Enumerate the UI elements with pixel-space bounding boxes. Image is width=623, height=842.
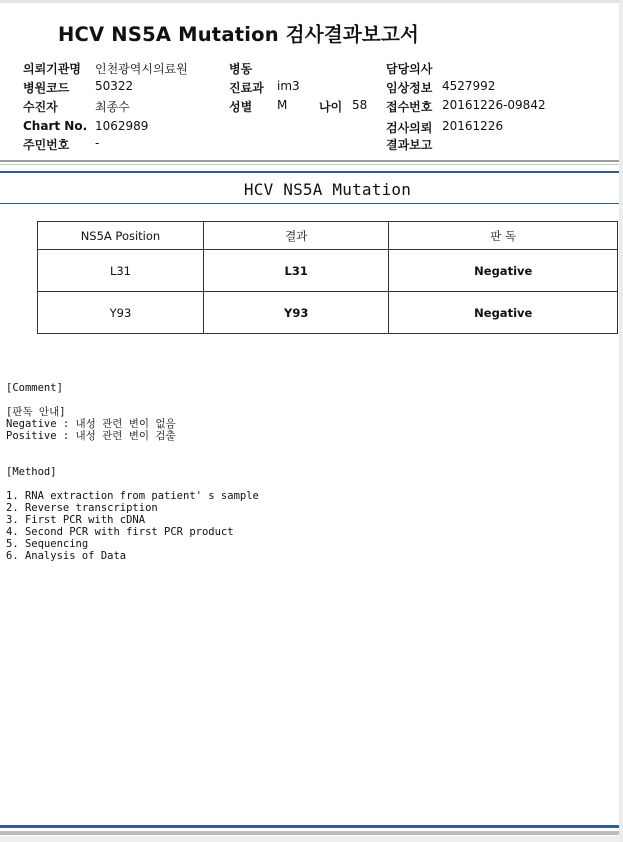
patient-name-label: 수진자	[23, 100, 58, 114]
department-label: 진료과	[229, 81, 264, 95]
receipt-no-label: 접수번호	[386, 100, 433, 114]
section-top-rule	[0, 171, 619, 173]
hospital-code-value: 50322	[95, 79, 134, 93]
institution-label: 의뢰기관명	[23, 62, 81, 76]
patient-info-block	[0, 56, 623, 156]
divider	[0, 164, 619, 165]
divider	[0, 160, 619, 162]
method-step: 6. Analysis of Data	[6, 550, 127, 562]
clinical-info-value: 4527992	[442, 79, 496, 93]
comment-header: [Comment]	[6, 382, 63, 394]
results-table	[37, 221, 618, 334]
footer-rule	[0, 831, 619, 835]
department-value: im3	[277, 79, 300, 93]
table-row	[38, 292, 618, 334]
ward-label: 병동	[229, 62, 253, 76]
method-header: [Method]	[6, 466, 57, 478]
guide-header: [판독 안내]	[6, 406, 66, 418]
column-header-result: 결과	[203, 222, 389, 250]
age-value: 58	[352, 98, 368, 112]
institution-value: 인천광역시의료원	[95, 62, 188, 76]
patient-name-value: 최종수	[95, 100, 130, 114]
method-step: 4. Second PCR with first PCR product	[6, 526, 234, 538]
report-date-label: 결과보고	[386, 138, 433, 152]
column-header-position: NS5A Position	[38, 222, 204, 250]
position-cell: Y93	[38, 292, 204, 334]
sex-value: M	[277, 98, 288, 112]
request-date-label: 검사의뢰	[386, 121, 433, 135]
doctor-label: 담당의사	[386, 62, 433, 76]
table-header-row	[38, 222, 618, 250]
guide-line: Negative : 내성 관련 변이 없음	[6, 418, 176, 430]
interpretation-cell: Negative	[389, 250, 618, 292]
method-step: 5. Sequencing	[6, 538, 89, 550]
resident-no-label: 주민번호	[23, 138, 70, 152]
resident-no-value: -	[95, 136, 100, 150]
age-label: 나이	[319, 100, 343, 114]
page-top-border	[0, 0, 623, 3]
hospital-code-label: 병원코드	[23, 81, 70, 95]
table-row	[38, 250, 618, 292]
position-cell: L31	[38, 250, 204, 292]
receipt-no-value: 20161226-09842	[442, 98, 546, 112]
section-bottom-rule	[0, 203, 619, 204]
guide-line: Positive : 내성 관련 변이 검출	[6, 430, 176, 442]
clinical-info-label: 임상정보	[386, 81, 433, 95]
footer-rule	[0, 825, 619, 828]
result-cell: L31	[203, 250, 389, 292]
chart-no-label: Chart No.	[23, 119, 88, 133]
column-header-interpretation: 판 독	[389, 222, 618, 250]
request-date-value: 20161226	[442, 119, 504, 133]
chart-no-value: 1062989	[95, 119, 149, 133]
method-step: 3. First PCR with cDNA	[6, 514, 146, 526]
section-title: HCV NS5A Mutation	[243, 180, 412, 199]
comment-block	[6, 382, 606, 562]
interpretation-cell: Negative	[389, 292, 618, 334]
method-step: 1. RNA extraction from patient' s sample	[6, 490, 259, 502]
sex-label: 성별	[229, 100, 253, 114]
report-title: HCV NS5A Mutation 검사결과보고서	[58, 23, 420, 46]
result-cell: Y93	[203, 292, 389, 334]
method-step: 2. Reverse transcription	[6, 502, 158, 514]
footer-rule	[0, 836, 619, 842]
